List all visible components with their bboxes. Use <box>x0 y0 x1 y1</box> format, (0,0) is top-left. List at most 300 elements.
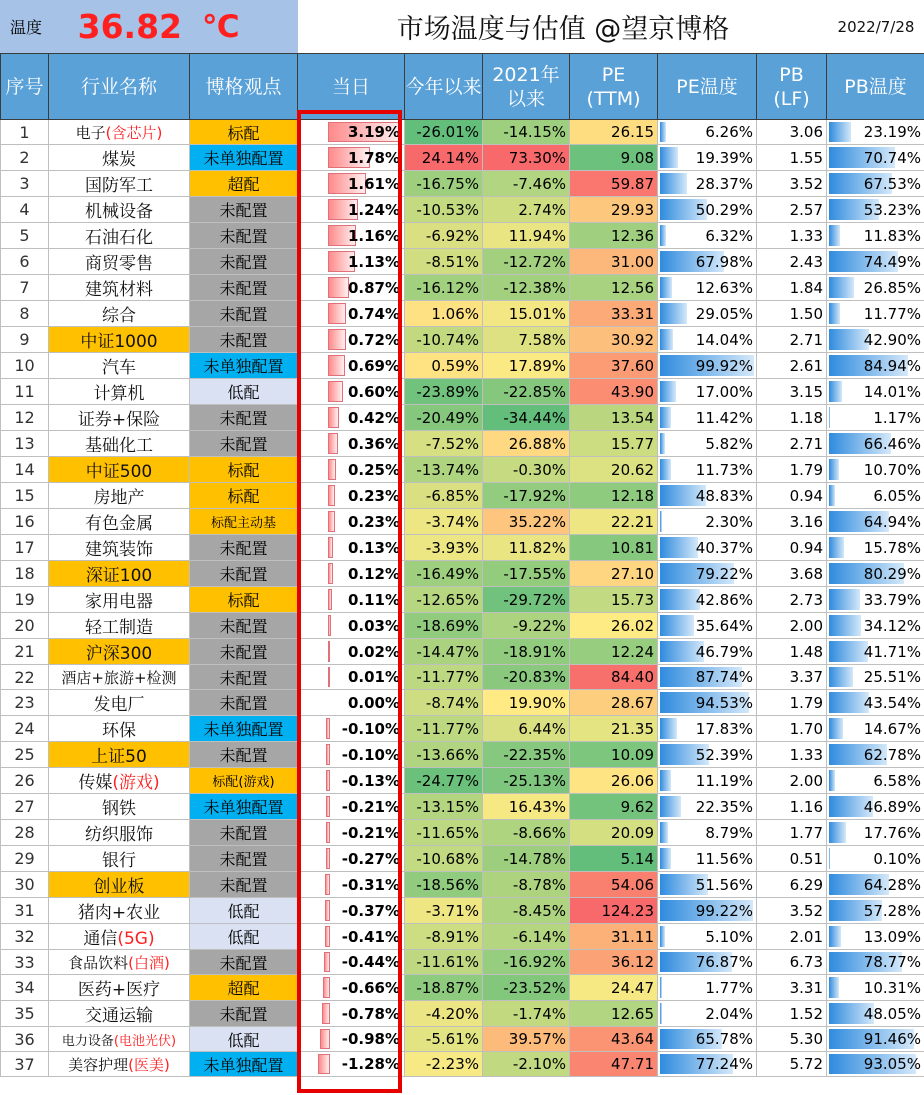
industry-name-text: 轻工制造 <box>85 618 153 638</box>
pe-temp-bar <box>660 615 694 636</box>
pb-temperature <box>827 820 924 846</box>
industry-name-text: 机械设备 <box>85 202 153 222</box>
view-badge: 标配 <box>190 120 298 145</box>
ytd-change: -5.61% <box>405 1027 483 1052</box>
table-row <box>1 197 924 223</box>
today-bar <box>318 1054 330 1074</box>
pe-ttm: 124.23 <box>570 898 658 924</box>
view-badge: 未配置 <box>190 405 298 431</box>
pb-temperature <box>827 716 924 742</box>
view-badge: 低配 <box>190 924 298 950</box>
ytd-change: 0.59% <box>405 353 483 379</box>
pe-ttm: 84.40 <box>570 665 658 690</box>
pb-temp-value: 84.94% <box>863 356 921 375</box>
pb-lf: 1.18 <box>757 405 827 431</box>
row-number: 17 <box>1 535 49 561</box>
row-number: 6 <box>1 249 49 275</box>
pb-temperature <box>827 301 924 327</box>
pe-temperature <box>658 275 757 301</box>
view-badge: 未单独配置 <box>190 1052 298 1077</box>
ytd-change: -16.75% <box>405 171 483 197</box>
since-2021-change: 39.57% <box>483 1027 570 1052</box>
today-bar <box>328 355 345 376</box>
ytd-change: -11.77% <box>405 716 483 742</box>
row-number: 13 <box>1 431 49 457</box>
today-bar <box>326 770 330 791</box>
industry-name <box>49 742 190 768</box>
today-bar <box>328 511 335 532</box>
view-badge: 未配置 <box>190 327 298 353</box>
industry-name-text: 沪深300 <box>85 644 153 664</box>
today-value: 1.24% <box>347 200 400 219</box>
pb-temperature <box>827 145 924 171</box>
ytd-change: -8.74% <box>405 690 483 716</box>
industry-name <box>49 535 190 561</box>
pb-lf: 3.37 <box>757 665 827 690</box>
industry-name-text: 家用电器 <box>85 592 153 612</box>
since-2021-change: 6.44% <box>483 716 570 742</box>
pe-ttm: 54.06 <box>570 872 658 898</box>
ytd-change: -20.49% <box>405 405 483 431</box>
today-change <box>298 561 405 587</box>
today-bar <box>328 485 335 506</box>
view-badge: 超配 <box>190 975 298 1001</box>
view-badge: 未配置 <box>190 301 298 327</box>
pb-temp-bar <box>829 770 835 791</box>
today-bar <box>325 874 330 895</box>
pb-temperature <box>827 898 924 924</box>
pb-temperature <box>827 639 924 665</box>
since-2021-change: -22.35% <box>483 742 570 768</box>
pe-temperature <box>658 898 757 924</box>
industry-name <box>49 120 190 145</box>
view-badge: 未配置 <box>190 846 298 872</box>
pb-lf: 6.73 <box>757 950 827 975</box>
view-badge: 未配置 <box>190 950 298 975</box>
today-change <box>298 587 405 613</box>
pe-temperature <box>658 457 757 483</box>
pb-temp-value: 0.10% <box>873 849 921 868</box>
today-bar <box>326 848 330 869</box>
pe-ttm: 27.10 <box>570 561 658 587</box>
industry-name-text: 电力设备 <box>61 1033 114 1049</box>
today-change <box>298 975 405 1001</box>
industry-name-text: 交通运输 <box>85 1006 153 1026</box>
industry-name-note: (5G) <box>117 929 155 949</box>
pe-ttm: 24.47 <box>570 975 658 1001</box>
pe-ttm: 36.12 <box>570 950 658 975</box>
since-2021-change: -8.45% <box>483 898 570 924</box>
industry-name <box>49 457 190 483</box>
industry-name-text: 煤炭 <box>102 150 136 170</box>
view-badge: 未单独配置 <box>190 716 298 742</box>
industry-name-text: 综合 <box>102 306 136 326</box>
pe-temperature <box>658 483 757 509</box>
pe-ttm: 22.21 <box>570 509 658 535</box>
row-number: 9 <box>1 327 49 353</box>
row-number: 25 <box>1 742 49 768</box>
table-row <box>1 872 924 898</box>
industry-name-text: 发电厂 <box>93 695 145 715</box>
view-badge: 超配 <box>190 171 298 197</box>
pb-temp-bar <box>829 822 846 843</box>
pe-temperature <box>658 431 757 457</box>
industry-name <box>49 249 190 275</box>
today-value: 0.23% <box>347 512 400 531</box>
today-change <box>298 457 405 483</box>
pe-ttm: 43.90 <box>570 379 658 405</box>
today-change <box>298 145 405 171</box>
industry-name-text: 建筑材料 <box>85 280 153 300</box>
today-bar <box>328 407 339 428</box>
table-row <box>1 120 924 145</box>
pb-temp-value: 64.28% <box>863 875 921 894</box>
industry-name-text: 美容护理 <box>68 1055 129 1074</box>
view-badge: 标配主动基 <box>190 509 298 535</box>
pe-temp-value: 77.24% <box>695 1055 753 1073</box>
pb-temp-value: 43.54% <box>863 693 921 712</box>
industry-name <box>49 924 190 950</box>
pe-ttm: 12.65 <box>570 1001 658 1027</box>
since-2021-change: -34.44% <box>483 405 570 431</box>
pe-temp-bar <box>660 173 687 194</box>
pb-lf: 1.84 <box>757 275 827 301</box>
pe-temp-bar <box>660 225 666 246</box>
industry-name-text: 汽车 <box>102 358 136 378</box>
pb-lf: 1.79 <box>757 690 827 716</box>
pe-temp-bar <box>660 796 681 817</box>
pe-ttm: 12.24 <box>570 639 658 665</box>
today-change <box>298 820 405 846</box>
row-number: 19 <box>1 587 49 613</box>
pe-temp-value: 5.10% <box>705 927 753 946</box>
today-bar <box>328 381 343 402</box>
table-row <box>1 353 924 379</box>
pb-temp-value: 11.83% <box>863 226 921 245</box>
pe-temp-value: 51.56% <box>695 875 753 894</box>
row-number: 11 <box>1 379 49 405</box>
view-badge: 未单独配置 <box>190 353 298 379</box>
pb-temperature <box>827 613 924 639</box>
today-bar <box>320 1029 330 1049</box>
since-2021-change: -22.85% <box>483 379 570 405</box>
pe-temperature <box>658 716 757 742</box>
pb-lf: 0.94 <box>757 535 827 561</box>
pb-temperature <box>827 353 924 379</box>
row-number: 21 <box>1 639 49 665</box>
since-2021-change: -8.66% <box>483 820 570 846</box>
ytd-change: -14.47% <box>405 639 483 665</box>
pb-lf: 0.94 <box>757 483 827 509</box>
pb-temperature <box>827 405 924 431</box>
pe-temp-value: 46.79% <box>695 642 753 661</box>
pb-temp-bar <box>829 718 843 739</box>
view-badge: 标配(游戏) <box>190 768 298 794</box>
ytd-change: -11.77% <box>405 665 483 690</box>
pb-temp-bar <box>829 381 842 402</box>
pe-ttm: 9.62 <box>570 794 658 820</box>
row-number: 35 <box>1 1001 49 1027</box>
pb-lf: 2.01 <box>757 924 827 950</box>
pb-temperature <box>827 742 924 768</box>
pe-temp-bar <box>660 459 671 480</box>
table-row <box>1 431 924 457</box>
industry-name-text: 猪肉+农业 <box>77 903 161 923</box>
table-row <box>1 275 924 301</box>
industry-name <box>49 716 190 742</box>
pe-temp-value: 48.83% <box>695 486 753 505</box>
pb-temp-bar <box>829 485 835 506</box>
row-number: 20 <box>1 613 49 639</box>
view-badge: 未配置 <box>190 872 298 898</box>
today-change <box>298 690 405 716</box>
pb-lf: 2.00 <box>757 613 827 639</box>
table-row <box>1 768 924 794</box>
today-bar <box>328 641 330 662</box>
pe-temp-bar <box>660 977 662 998</box>
row-number: 12 <box>1 405 49 431</box>
table-row <box>1 846 924 872</box>
pe-ttm: 26.02 <box>570 613 658 639</box>
pe-temp-value: 11.19% <box>695 771 753 790</box>
pb-temperature <box>827 535 924 561</box>
ytd-change: -23.89% <box>405 379 483 405</box>
ytd-change: -24.77% <box>405 768 483 794</box>
table-row <box>1 145 924 171</box>
table-row <box>1 898 924 924</box>
industry-name-text: 食品饮料 <box>68 953 129 972</box>
since-2021-change: -12.38% <box>483 275 570 301</box>
table-row <box>1 613 924 639</box>
ytd-change: -26.01% <box>405 120 483 145</box>
industry-name-note: (医美) <box>128 1055 170 1074</box>
view-badge: 未配置 <box>190 639 298 665</box>
since-2021-change: -1.74% <box>483 1001 570 1027</box>
pe-temp-bar <box>660 147 678 168</box>
pb-temp-value: 48.05% <box>863 1004 921 1023</box>
industry-name-text: 中证500 <box>85 462 153 482</box>
today-bar <box>326 822 330 843</box>
since-2021-change: -6.14% <box>483 924 570 950</box>
pe-temperature <box>658 794 757 820</box>
pe-temp-value: 6.26% <box>705 123 753 141</box>
table-row <box>1 457 924 483</box>
row-number: 33 <box>1 950 49 975</box>
today-bar <box>328 303 346 324</box>
view-badge: 未配置 <box>190 820 298 846</box>
table-row <box>1 950 924 975</box>
pb-temp-bar <box>829 277 854 298</box>
pe-ttm: 37.60 <box>570 353 658 379</box>
pe-temp-bar <box>660 511 662 532</box>
today-value: -0.98% <box>341 1030 400 1048</box>
today-change <box>298 171 405 197</box>
pe-temp-value: 50.29% <box>695 200 753 219</box>
pb-lf: 3.31 <box>757 975 827 1001</box>
row-number: 34 <box>1 975 49 1001</box>
ytd-change: -16.49% <box>405 561 483 587</box>
pe-temperature <box>658 846 757 872</box>
pb-temperature <box>827 1001 924 1027</box>
today-change <box>298 613 405 639</box>
today-value: -0.41% <box>341 927 400 946</box>
today-value: 1.78% <box>347 148 400 167</box>
view-badge: 未配置 <box>190 1001 298 1027</box>
table-row <box>1 1001 924 1027</box>
pe-ttm: 43.64 <box>570 1027 658 1052</box>
since-2021-change: -23.52% <box>483 975 570 1001</box>
row-number: 22 <box>1 665 49 690</box>
pe-temperature <box>658 327 757 353</box>
row-number: 28 <box>1 820 49 846</box>
row-number: 32 <box>1 924 49 950</box>
since-2021-change: 2.74% <box>483 197 570 223</box>
pe-temp-bar <box>660 537 698 558</box>
pb-temp-value: 6.58% <box>873 771 921 790</box>
today-bar <box>323 977 330 998</box>
pe-ttm: 29.93 <box>570 197 658 223</box>
pe-temp-bar <box>660 718 677 739</box>
table-row <box>1 509 924 535</box>
today-bar <box>328 563 333 584</box>
pe-temp-bar <box>660 277 672 298</box>
ytd-change: -13.15% <box>405 794 483 820</box>
pb-temperature <box>827 379 924 405</box>
ytd-change: -10.53% <box>405 197 483 223</box>
ytd-change: -8.91% <box>405 924 483 950</box>
pb-lf: 1.55 <box>757 145 827 171</box>
pe-ttm: 33.31 <box>570 301 658 327</box>
pb-temp-bar <box>829 459 839 480</box>
pb-temperature <box>827 561 924 587</box>
industry-name <box>49 483 190 509</box>
row-number: 37 <box>1 1052 49 1077</box>
ytd-change: -13.74% <box>405 457 483 483</box>
industry-name <box>49 327 190 353</box>
pb-lf: 2.71 <box>757 327 827 353</box>
since-2021-change: 17.89% <box>483 353 570 379</box>
today-change <box>298 405 405 431</box>
industry-name <box>49 613 190 639</box>
view-badge: 低配 <box>190 1027 298 1052</box>
since-2021-change: 16.43% <box>483 794 570 820</box>
today-value: 0.01% <box>347 668 400 686</box>
ytd-change: -6.85% <box>405 483 483 509</box>
ytd-change: -12.65% <box>405 587 483 613</box>
table-row <box>1 924 924 950</box>
industry-name <box>49 145 190 171</box>
pb-temp-value: 13.09% <box>863 927 921 946</box>
today-bar <box>328 615 331 636</box>
today-value: 1.13% <box>347 252 400 271</box>
pe-temperature <box>658 171 757 197</box>
pe-temp-bar <box>660 122 666 142</box>
pb-temperature <box>827 665 924 690</box>
row-number: 14 <box>1 457 49 483</box>
row-number: 16 <box>1 509 49 535</box>
today-value: 0.25% <box>347 460 400 479</box>
pe-temp-value: 1.77% <box>705 978 753 997</box>
column-header: 当日 <box>298 54 405 120</box>
pe-ttm: 31.11 <box>570 924 658 950</box>
pe-ttm: 13.54 <box>570 405 658 431</box>
table-header-row <box>1 54 924 120</box>
pe-temperature <box>658 561 757 587</box>
pb-lf: 5.72 <box>757 1052 827 1077</box>
pb-temperature <box>827 690 924 716</box>
table-row <box>1 975 924 1001</box>
industry-name <box>49 1001 190 1027</box>
today-change <box>298 846 405 872</box>
pb-temp-value: 14.01% <box>863 382 921 401</box>
today-bar <box>328 667 330 687</box>
since-2021-change: -9.22% <box>483 613 570 639</box>
pe-temp-value: 99.92% <box>695 356 753 375</box>
row-number: 15 <box>1 483 49 509</box>
today-change <box>298 1052 405 1077</box>
today-bar <box>328 329 346 350</box>
since-2021-change: 19.90% <box>483 690 570 716</box>
temperature-label: 温度 <box>0 0 52 53</box>
pe-ttm: 15.73 <box>570 587 658 613</box>
today-change <box>298 197 405 223</box>
pe-temperature <box>658 120 757 145</box>
industry-name <box>49 223 190 249</box>
pb-temp-value: 78.77% <box>863 953 921 971</box>
row-number: 2 <box>1 145 49 171</box>
industry-name-text: 中证1000 <box>80 332 158 352</box>
industry-name <box>49 171 190 197</box>
pb-temp-value: 53.23% <box>863 200 921 219</box>
industry-name-text: 医药+医疗 <box>77 980 161 1000</box>
table-row <box>1 716 924 742</box>
industry-name <box>49 197 190 223</box>
pe-ttm: 12.18 <box>570 483 658 509</box>
pe-temperature <box>658 924 757 950</box>
today-value: 0.02% <box>347 642 400 661</box>
pe-temp-value: 22.35% <box>695 797 753 816</box>
pe-temp-value: 2.30% <box>705 512 753 531</box>
pe-ttm: 9.08 <box>570 145 658 171</box>
pb-temperature <box>827 171 924 197</box>
industry-name-text: 石油石化 <box>85 228 153 248</box>
today-value: 0.74% <box>347 304 400 323</box>
pb-temp-bar <box>829 225 840 246</box>
pb-temp-value: 33.79% <box>863 590 921 609</box>
pe-temp-bar <box>660 329 673 350</box>
pe-temp-value: 6.32% <box>705 226 753 245</box>
pe-temp-value: 11.42% <box>695 408 753 427</box>
pb-lf: 2.61 <box>757 353 827 379</box>
table-row <box>1 561 924 587</box>
pb-temperature <box>827 950 924 975</box>
pe-temperature <box>658 665 757 690</box>
industry-name <box>49 950 190 975</box>
pb-temp-value: 62.78% <box>863 745 921 764</box>
industry-name <box>49 301 190 327</box>
view-badge: 未配置 <box>190 431 298 457</box>
pe-temperature <box>658 379 757 405</box>
since-2021-change: -0.30% <box>483 457 570 483</box>
table-row <box>1 301 924 327</box>
view-badge: 低配 <box>190 898 298 924</box>
pb-temperature <box>827 794 924 820</box>
since-2021-change: -17.92% <box>483 483 570 509</box>
today-value: 0.36% <box>347 434 400 453</box>
since-2021-change: -14.78% <box>483 846 570 872</box>
industry-name <box>49 820 190 846</box>
view-badge: 未配置 <box>190 665 298 690</box>
